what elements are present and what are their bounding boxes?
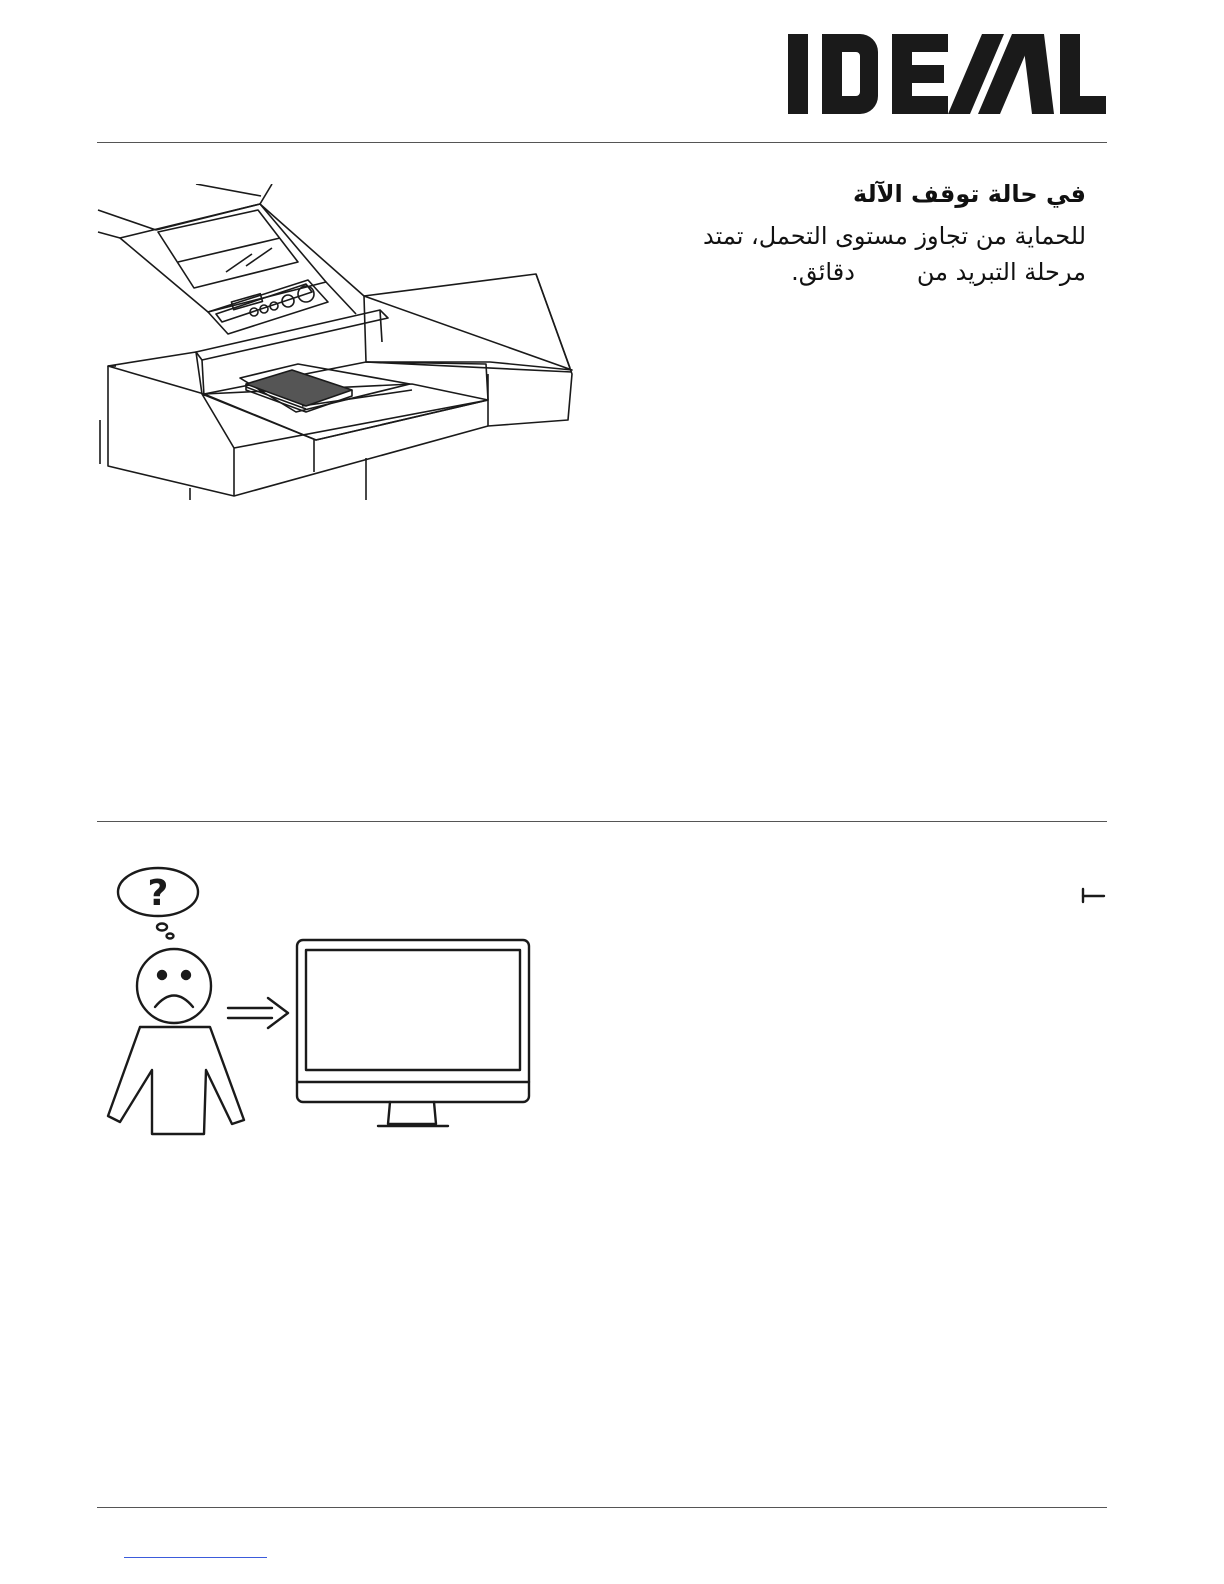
ideal-logo	[786, 32, 1108, 116]
help-illustration	[100, 860, 540, 1142]
body-text: للحماية من تجاوز مستوى التحمل، تمتد	[702, 222, 1086, 250]
shredder-illustration	[96, 184, 576, 502]
body-text: مرحلة التبريد من	[916, 258, 1086, 286]
body-line-1	[703, 222, 1086, 250]
footer-rule	[97, 1507, 1107, 1508]
section-title: في حالة توقف الآلة	[853, 180, 1086, 208]
footer-link[interactable]	[124, 1557, 267, 1558]
header-rule	[97, 142, 1107, 143]
section-divider	[97, 821, 1107, 822]
svg-text:?: ?	[147, 873, 169, 914]
body-line-2	[791, 258, 1086, 286]
arrow-left-icon	[1080, 886, 1106, 904]
body-text: دقائق.	[791, 258, 855, 286]
